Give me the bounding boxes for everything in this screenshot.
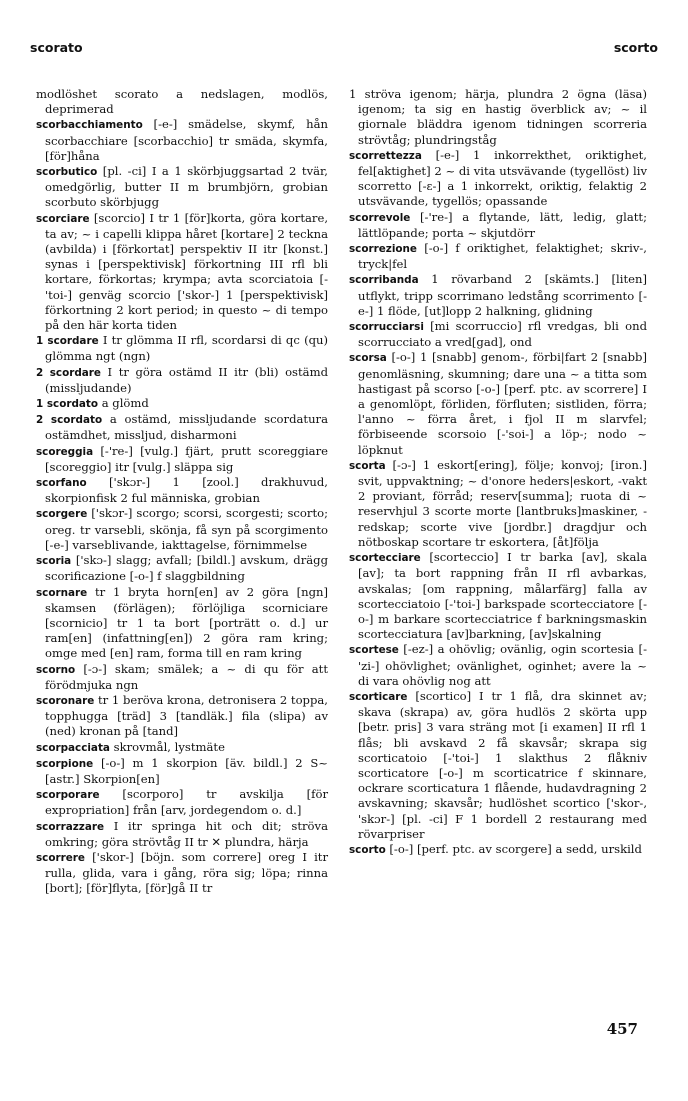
entry-definition: [scorcio] I tr 1 [för]korta, göra kortare, ta av; ~ i capelli klippa håret [kortare] 2 teckna (avbilda) i [förkortat] perspektiv II itr [konst.] synas i [perspektivisk] förkortning III rfl bli kortare, förkortas; krympa; avta scorciatoia [-'toi-] genväg scorcio ['skor-] 1 [perspektivisk] förkortning 2 kort period; in questo ~ di tempo på den här korta tiden (45, 210, 328, 333)
entry-definition: skrovmål, lystmäte (109, 739, 225, 754)
entry-definition: [-'re-] a flytande, lätt, ledig, glatt; lättlöpande; porta ~ skjutdörr (358, 209, 647, 240)
entry-definition: [-o-] f oriktighet, felaktighet; skriv-, tryck|fel (358, 241, 647, 272)
dictionary-entry (36, 740, 328, 756)
entry-headword: scorciare (36, 212, 90, 225)
entry-headword: scorta (349, 459, 386, 472)
dictionary-entry (36, 475, 328, 506)
entry-definition: I tr göra ostämd II itr (bli) ostämd (missljudande) (45, 364, 328, 395)
entry-definition: [-o-] m 1 skorpion [äv. bildl.] 2 S~ [astr.] Skorpion[en] (45, 755, 328, 786)
dictionary-entry (36, 412, 328, 443)
dictionary-entry (36, 506, 328, 553)
entry-headword: scoreggia (36, 445, 94, 458)
entry-definition: [-ez-] a ohövlig; ovänlig, ogin scortesia [-'zi-] ohövlighet; ovänlighet, oginhet; avere la ~ di vara ohövlig nog att (358, 642, 647, 688)
entry-headword: scorpione (36, 757, 94, 770)
dictionary-entry (36, 850, 328, 897)
dictionary-entry (349, 458, 647, 550)
entry-definition: [-o-] 1 [snabb] genom-, förbi|fart 2 [snabb] genomläsning, skumning; dare una ~ a titta som hastigast på scorso [-o-] [perf. ptc. av scorrere] I a genomlöpt, förliden, förfluten; sistliden, förra; l'anno ~ förra året, i fjol II m slarvfel; förbiseende scorsoio [-'soi-] a löp-; nodo ~ löpknut (358, 350, 647, 457)
header-left-guideword: scorato (30, 40, 83, 55)
entry-headword: scorporare (36, 789, 100, 802)
entry-headword: scorsa (349, 352, 387, 365)
entry-headword: scorpacciata (36, 741, 110, 754)
dictionary-entry (36, 756, 328, 787)
dictionary-entry (349, 689, 647, 842)
entry-headword: 2 scordato (36, 414, 103, 427)
entry-headword: scorbacchiamento (36, 119, 143, 132)
dictionary-entry (36, 662, 328, 693)
entry-headword: scorfano (36, 477, 87, 490)
entry-headword: scorrucciarsi (349, 321, 424, 334)
entry-definition: [scortico] I tr 1 flå, dra skinnet av; skava (skrapa) av, göra hudlös 2 skörta upp [betr. pris] 3 vara sträng mot [i examen] II rfl 1 flås; bli avskavd 2 få skavsår; skrapa sig scorticatoio [-'toi-] 1 slakthus 2 flåkniv scorticatore [-o-] m scorticatrice f skinnare, ockrare scorticatura 1 flående, hudavdragning 2 avskavning; skavsår; hudlöshet scortico ['skor-, 'skɔr-] [pl. -ci] F 1 bordell 2 restaurang med rövarpriser (358, 688, 647, 841)
dictionary-entry (36, 444, 328, 475)
entry-definition: [-ɔ-] skam; smälek; a ~ di qu för att förödmjuka ngn (45, 661, 328, 692)
entry-definition: modlöshet scorato a nedslagen, modlös, deprimerad (36, 87, 328, 117)
entry-definition: ['skor-] [böjn. som correre] oreg I itr rulla, glida, vara i gång, röra sig; löpa; rinna [bort]; [för]flyta, [för]gå II tr (45, 849, 328, 896)
dictionary-entry (36, 117, 328, 164)
entry-headword: scoria (36, 555, 72, 568)
entry-headword: scorgere (36, 508, 88, 521)
entry-headword: scorto (349, 843, 386, 856)
dictionary-entry (36, 819, 328, 850)
entry-headword: 1 scordare (36, 335, 99, 348)
entry-headword: 2 scordare (36, 366, 101, 379)
dictionary-entry (349, 210, 647, 241)
entry-headword: scorrere (36, 851, 85, 864)
entry-definition: a glömd (98, 396, 149, 411)
entry-definition: a ostämd, missljudande scordatura ostämdhet, missljud, disharmoni (45, 412, 328, 443)
entry-definition: [-o-] [perf. ptc. av scorgere] a sedd, urskild (385, 841, 642, 856)
header-right-guideword: scorto (613, 40, 658, 55)
entry-headword: scorrazzare (36, 820, 105, 833)
entry-definition: I itr springa hit och dit; ströva omkring; göra strövtåg II tr ✕ plundra, härja (45, 818, 328, 849)
dictionary-entry (36, 211, 328, 334)
entry-headword: 1 scordato (36, 398, 99, 411)
entry-definition: ['skɔr-] 1 [zool.] drakhuvud, skorpionfisk 2 ful människa, grobian (45, 475, 328, 506)
dictionary-entry (349, 550, 647, 642)
dictionary-entry (36, 787, 328, 818)
page-header (30, 40, 658, 62)
entry-definition: [-'re-] [vulg.] fjärt, prutt scoreggiare [scoreggio] itr [vulg.] släppa sig (45, 443, 328, 474)
entry-headword: scorno (36, 663, 76, 676)
dictionary-entry (349, 350, 647, 457)
dictionary-entry (349, 842, 647, 858)
entry-definition: [scorporo] tr avskilja [för expropriation] från [arv, jordegendom o. d.] (45, 787, 328, 818)
dictionary-entry (349, 241, 647, 272)
dictionary-entry (349, 87, 647, 148)
dictionary-entry (36, 553, 328, 584)
left-column (36, 87, 328, 897)
entry-headword: scornare (36, 586, 88, 599)
entry-definition: I tr glömma II rfl, scordarsi di qc (qu) glömma ngt (ngn) (45, 333, 329, 364)
entry-headword: scorrevole (349, 211, 411, 224)
dictionary-entry (36, 365, 328, 396)
right-column (349, 87, 647, 858)
page-number: 457 (606, 1020, 638, 1038)
dictionary-entry (349, 319, 647, 350)
dictionary-entry (36, 333, 328, 364)
entry-headword: scortese (349, 644, 399, 657)
dictionary-entry (36, 396, 328, 412)
entry-definition: [-e-] smädelse, skymf, hån scorbacchiare [scorbacchio] tr smäda, skymfa, [för]håna (45, 117, 328, 163)
entry-headword: scorrezione (349, 243, 417, 256)
entry-headword: scorbutico (36, 166, 98, 179)
entry-definition: ['skɔ-] slagg; avfall; [bildl.] avskum, drägg scorificazione [-o-] f slaggbildning (45, 553, 328, 584)
entry-headword: scorticare (349, 690, 408, 703)
entry-headword: scortecciare (349, 552, 421, 565)
entry-definition: [-e-] 1 inkorrekthet, oriktighet, fel[aktighet] 2 ~ di vita utsvävande (tygellöst) liv scorretto [-ɛ-] a 1 inkorrekt, oriktig, felaktig 2 utsvävande, tygellös; opassande (358, 147, 647, 209)
dictionary-entry (349, 272, 647, 319)
entry-definition: 1 rövarband 2 [skämts.] [liten] utflykt, tripp scorrimano ledstång scorrimento [-e-] 1 flöde, [ut]lopp 2 halkning, glidning (358, 272, 647, 318)
entry-definition: 1 ströva igenom; härja, plundra 2 ögna (läsa) igenom; ta sig en hastig överblick av; ~ il giornale bläddra igenom tidningen scorreria strövtåg; plundringståg (349, 87, 647, 147)
entry-definition: ['skɔr-] scorgo; scorsi, scorgesti; scorto; oreg. tr varsebli, skönja, få syn på scorgimento [-e-] varseblivande, iakttagelse, förnimmelse (45, 506, 328, 552)
dictionary-entry (36, 585, 328, 662)
entry-headword: scorribanda (349, 274, 419, 287)
entry-definition: [scorteccio] I tr barka [av], skala [av]; ta bort rappning från II rfl avbarkas, avskalas; [om rappning, målarfärg] falla av scortecciatoio [-'toi-] barkspade scortecciatore [-o-] m barkare scortecciatrice f barkningsmaskin scortecciatura [av]barkning, [av]skalning (358, 550, 647, 642)
dictionary-entry (349, 642, 647, 689)
dictionary-entry (349, 148, 647, 210)
dictionary-entry (36, 164, 328, 211)
entry-definition: [pl. -ci] I a 1 skörbjuggsartad 2 tvär, omedgörlig, butter II m brumbjörn, grobian scorbuto skörbjugg (45, 164, 328, 210)
dictionary-entry (36, 693, 328, 740)
dictionary-entry (36, 87, 328, 117)
entry-headword: scorrettezza (349, 149, 422, 162)
entry-definition: [-ɔ-] 1 eskort[ering], följe; konvoj; [iron.] svit, uppvaktning; ~ d'onore heders|eskort, -vakt 2 proviant, förråd; reserv[summa]; ruota di ~ reservhjul 3 scorte morte [lantbruks]maskiner, -redskap; scorte vive [jordbr.] dragdjur och nötboskap scortare tr eskortera, [åt]följa (358, 457, 647, 549)
entry-definition: tr 1 bryta horn[en] av 2 göra [ngn] skamsen (förlägen); förlöjliga scorniciare [scornicio] tr 1 ta bort [porträtt o. d.] ur ram[en] (infattning[en]) 2 göra ram kring; omge med [en] ram, forma till en ram kring (45, 584, 328, 661)
entry-definition: tr 1 beröva krona, detronisera 2 toppa, topphugga [träd] 3 [tandläk.] fila (slipa) av (ned) kronan på [tand] (45, 692, 328, 739)
entry-headword: scoronare (36, 694, 95, 707)
entry-definition: [mi scorruccio] rfl vredgas, bli ond scorrucciato a vred[gad], ond (358, 319, 647, 350)
